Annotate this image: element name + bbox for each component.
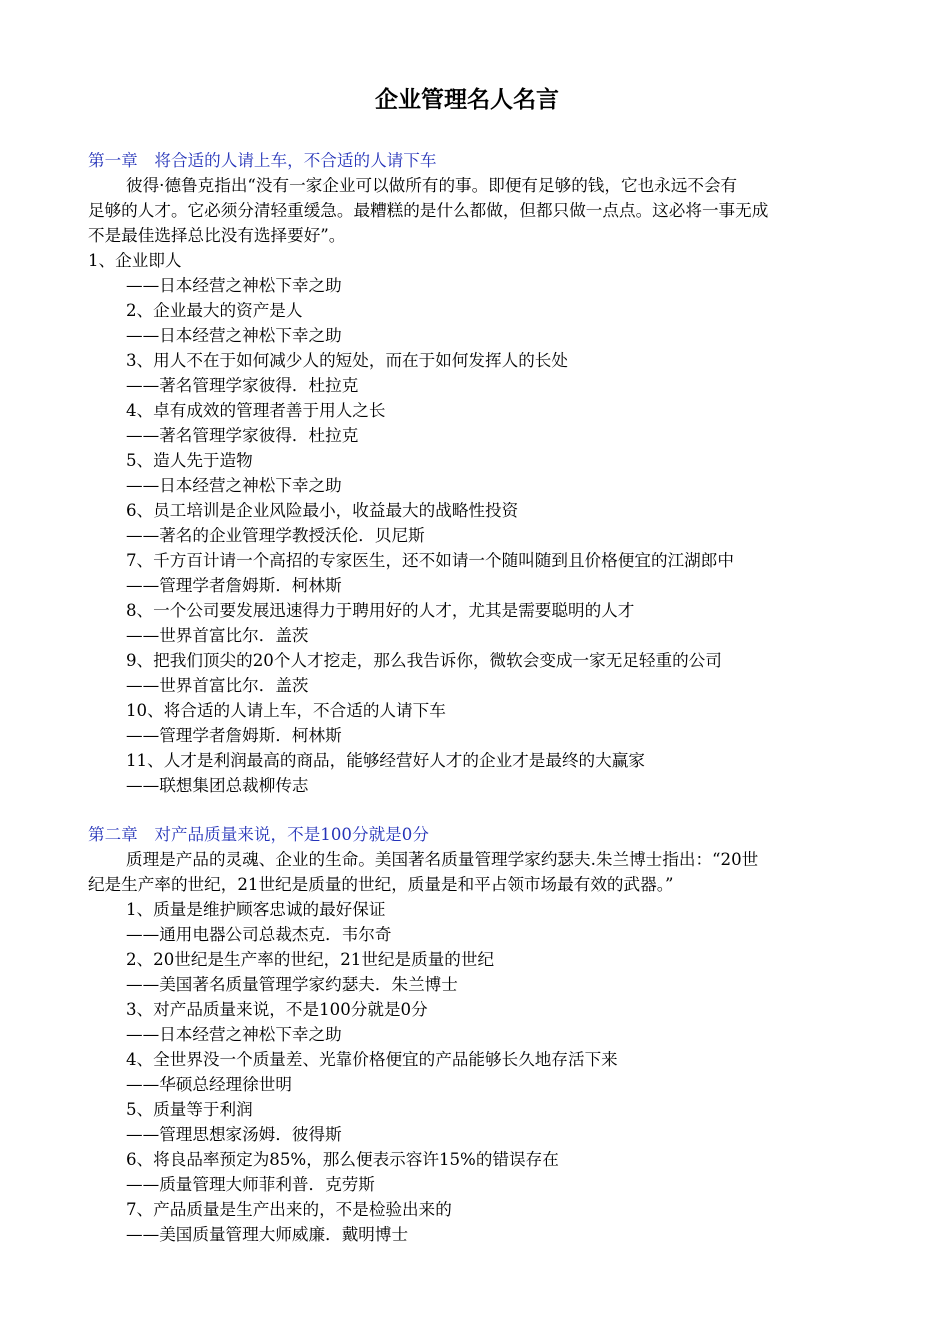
quote-author: ——日本经营之神松下幸之助 (126, 1025, 342, 1044)
quote-text: 11、人才是利润最高的商品，能够经营好人才的企业才是最终的大赢家 (126, 751, 645, 770)
quote-author: ——著名管理学家彼得．杜拉克 (126, 376, 359, 395)
quote-text: 2、20世纪是生产率的世纪，21世纪是质量的世纪 (126, 950, 495, 969)
quote-text: 5、质量等于利润 (126, 1100, 253, 1119)
chapter-1-intro-line: 不是最佳选择总比没有选择要好”。 (88, 226, 346, 245)
quote-author: ——著名管理学家彼得．杜拉克 (126, 426, 359, 445)
quote-author: ——美国著名质量管理学家约瑟夫．朱兰博士 (126, 975, 458, 994)
quote-author: ——世界首富比尔．盖茨 (126, 626, 309, 645)
quote-author: ——世界首富比尔．盖茨 (126, 676, 309, 695)
quote-author: ——华硕总经理徐世明 (126, 1075, 292, 1094)
quote-author: ——联想集团总裁柳传志 (126, 776, 309, 795)
quote-text: 2、企业最大的资产是人 (126, 301, 303, 320)
chapter-1-intro-line: 足够的人才。它必须分清轻重缓急。最糟糕的是什么都做，但都只做一点点。这必将一事无成 (88, 201, 769, 220)
quote-author: ——质量管理大师菲利普．克劳斯 (126, 1175, 375, 1194)
quote-text: 1、企业即人 (88, 251, 182, 270)
quote-text: 5、造人先于造物 (126, 451, 253, 470)
quote-author: ——日本经营之神松下幸之助 (126, 476, 342, 495)
chapter-2-heading: 第二章 对产品质量来说，不是100分就是0分 (88, 825, 429, 844)
quote-author: ——管理学者詹姆斯．柯林斯 (126, 726, 342, 745)
quote-author: ——管理学者詹姆斯．柯林斯 (126, 576, 342, 595)
quote-text: 4、全世界没一个质量差、光靠价格便宜的产品能够长久地存活下来 (126, 1050, 618, 1069)
quote-text: 6、员工培训是企业风险最小，收益最大的战略性投资 (126, 501, 519, 520)
quote-text: 3、用人不在于如何减少人的短处，而在于如何发挥人的长处 (126, 351, 568, 370)
quote-text: 6、将良品率预定为85%，那么便表示容许15%的错误存在 (126, 1150, 559, 1169)
quote-author: ——日本经营之神松下幸之助 (126, 276, 342, 295)
chapter-2-intro-line: 质理是产品的灵魂、企业的生命。美国著名质量管理学家约瑟夫.朱兰博士指出：“20世 (126, 850, 759, 869)
quote-text: 8、一个公司要发展迅速得力于聘用好的人才，尤其是需要聪明的人才 (126, 601, 635, 620)
quote-text: 1、质量是维护顾客忠诚的最好保证 (126, 900, 386, 919)
quote-text: 9、把我们顶尖的20个人才挖走，那么我告诉你，微软会变成一家无足轻重的公司 (126, 651, 722, 670)
document-title: 企业管理名人名言 (375, 87, 559, 113)
quote-text: 4、卓有成效的管理者善于用人之长 (126, 401, 386, 420)
quote-author: ——著名的企业管理学教授沃伦．贝尼斯 (126, 526, 425, 545)
quote-text: 7、千方百计请一个高招的专家医生，还不如请一个随叫随到且价格便宜的江湖郎中 (126, 551, 734, 570)
chapter-1-heading: 第一章 将合适的人请上车，不合适的人请下车 (88, 151, 437, 170)
quote-author: ——日本经营之神松下幸之助 (126, 326, 342, 345)
quote-author: ——管理思想家汤姆．彼得斯 (126, 1125, 342, 1144)
quote-author: ——美国质量管理大师威廉．戴明博士 (126, 1225, 409, 1244)
quote-author: ——通用电器公司总裁杰克．韦尔奇 (126, 925, 392, 944)
quote-text: 10、将合适的人请上车，不合适的人请下车 (126, 701, 446, 720)
chapter-1-intro-line: 彼得·德鲁克指出“没有一家企业可以做所有的事。即便有足够的钱，它也永远不会有 (126, 176, 738, 195)
chapter-2-intro-line: 纪是生产率的世纪，21世纪是质量的世纪，质量是和平占领市场最有效的武器。” (88, 875, 674, 894)
quote-text: 7、产品质量是生产出来的，不是检验出来的 (126, 1200, 452, 1219)
quote-text: 3、对产品质量来说，不是100分就是0分 (126, 1000, 428, 1019)
